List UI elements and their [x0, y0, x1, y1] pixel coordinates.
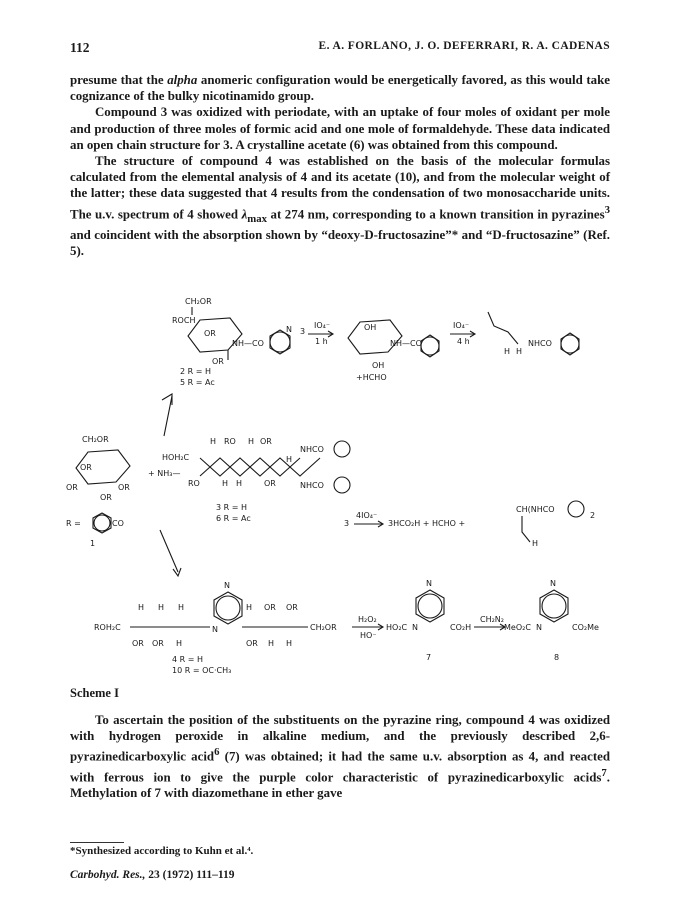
- compound-4-structure: [94, 581, 337, 675]
- nhco-label-4: NHCO: [300, 445, 324, 454]
- pyrazine-n-bottom: N: [212, 625, 218, 634]
- or-label: OR: [204, 329, 216, 338]
- ch2n2-label: CH₂N₂: [480, 615, 504, 624]
- periodate-arrow-2: [450, 321, 475, 346]
- reagent-count: 3: [300, 327, 306, 336]
- compound-2-label: 2 R = H: [180, 367, 211, 376]
- meo2c-label: MeO₂C: [504, 623, 531, 632]
- h-top-4: H: [246, 603, 253, 612]
- periodate-arrow-1: [300, 321, 333, 346]
- intermediate-structure: [348, 320, 439, 382]
- arrow-3-to-4: [160, 530, 178, 572]
- n-label-8b: N: [536, 623, 542, 632]
- co2h-label: CO₂H: [450, 623, 472, 632]
- h-bottom-3: H: [286, 639, 293, 648]
- journal-volume: 23 (1972) 111–119: [148, 869, 235, 881]
- diazomethane-arrow: [474, 615, 505, 630]
- h-label-6: H: [236, 479, 243, 488]
- journal-citation: [70, 869, 235, 881]
- compound-7-structure: [386, 579, 471, 662]
- nhco-label-3: NHCO: [528, 339, 552, 348]
- journal-name: Carbohyd. Res.,: [70, 869, 146, 881]
- h-label-3: H: [210, 437, 217, 446]
- h-bottom-1: H: [176, 639, 183, 648]
- body-text-bottom: [70, 712, 610, 802]
- compound-8-structure: [504, 579, 599, 662]
- footnote: [70, 845, 253, 857]
- pyridine-n-label: N: [286, 325, 292, 334]
- io4-label: IO₄⁻: [314, 321, 331, 330]
- or-label-5: OR: [118, 483, 130, 492]
- roh2c-label: ROH₂C: [94, 623, 121, 632]
- compound-10-label: 10 R = OC·CH₃: [172, 666, 232, 675]
- ro-label: RO: [188, 479, 200, 488]
- chnhco-label: CH(NHCO: [516, 505, 555, 514]
- h2o2-label: H₂O₂: [358, 615, 377, 624]
- n-label-8a: N: [550, 579, 556, 588]
- ammonia-label: + NH₃—: [148, 469, 181, 478]
- page-number: 112: [70, 40, 90, 55]
- or-label-6: OR: [100, 493, 112, 502]
- body-text-top: [70, 72, 610, 259]
- aldehyde-product-structure: [488, 312, 579, 356]
- ch2or-label: CH₂OR: [185, 297, 212, 306]
- compound-1-label: 1: [90, 539, 96, 548]
- body-paragraph: Compound 3 was oxidized with periodate, with an uptake of four moles of oxidant per mole and production of three moles of formic acid and one mole of formaldehyde. These data indicated an open chain structure for 3. A crystalline acetate (6) was obtained from this compound.: [70, 105, 610, 152]
- time-1h: 1 h: [315, 337, 328, 346]
- compound-2-structure: [172, 297, 292, 387]
- h-top-2: H: [158, 603, 165, 612]
- or-label-3: OR: [80, 463, 92, 472]
- h-top-1: H: [138, 603, 145, 612]
- h-top-3: H: [178, 603, 185, 612]
- compound-3-structure: [162, 437, 350, 523]
- or-label-7: OR: [260, 437, 272, 446]
- subscript-2: 2: [590, 511, 596, 520]
- arrow-2-to-3: [164, 396, 172, 436]
- page-header: [70, 40, 610, 58]
- co2me-label: CO₂Me: [572, 623, 599, 632]
- or-top-2: OR: [286, 603, 298, 612]
- time-4h: 4 h: [457, 337, 470, 346]
- h-label-7: H: [532, 539, 539, 548]
- co-label: CO: [112, 519, 124, 528]
- h-label-4: H: [248, 437, 255, 446]
- periodate-cleavage-reaction: [344, 501, 595, 548]
- h-label: H: [504, 347, 511, 356]
- reactant-3-label: 3: [344, 519, 350, 528]
- ch2or-label-2: CH₂OR: [82, 435, 109, 444]
- nhco-label-2: NH—CO: [390, 339, 422, 348]
- n-label-7b: N: [412, 623, 418, 632]
- r-definition: R =: [66, 519, 81, 528]
- pyrazine-n-top: N: [224, 581, 230, 590]
- or-label-4: OR: [66, 483, 78, 492]
- h-label-2: H: [516, 347, 523, 356]
- compound-4-label: 4 R = H: [172, 655, 203, 664]
- roch-label: ROCH: [172, 316, 196, 325]
- nhco-label: NH—CO: [232, 339, 264, 348]
- ch2or-end-label: CH₂OR: [310, 623, 337, 632]
- io4-label-2: IO₄⁻: [453, 321, 470, 330]
- ho-label: HO⁻: [360, 631, 377, 640]
- compound-3-label: 3 R = H: [216, 503, 247, 512]
- ho2c-label: HO₂C: [386, 623, 408, 632]
- compound-1-structure: [66, 435, 180, 548]
- compound-6-label: 6 R = Ac: [216, 514, 251, 523]
- running-head-authors: E. A. FORLANO, J. O. DEFERRARI, R. A. CADENAS: [318, 40, 610, 52]
- or-bottom-2: OR: [152, 639, 164, 648]
- footnote-rule: [70, 842, 124, 843]
- nhco-label-5: NHCO: [300, 481, 324, 490]
- h-label-5: H: [222, 479, 229, 488]
- hoh2c-label: HOH₂C: [162, 453, 190, 462]
- or-top-1: OR: [264, 603, 276, 612]
- products-label: 3HCO₂H + HCHO +: [388, 519, 466, 528]
- or-bottom-1: OR: [132, 639, 144, 648]
- compound-5-label: 5 R = Ac: [180, 378, 215, 387]
- io4-4-label: 4IO₄⁻: [356, 511, 378, 520]
- ch-label: H: [286, 455, 293, 464]
- oh-label: OH: [364, 323, 377, 332]
- compound-7-label: 7: [426, 653, 432, 662]
- peroxide-arrow: [352, 615, 383, 640]
- n-label-7a: N: [426, 579, 432, 588]
- h-bottom-2: H: [268, 639, 275, 648]
- or-bottom-3: OR: [246, 639, 258, 648]
- scheme-caption: Scheme I: [70, 686, 119, 700]
- or-label-8: OR: [264, 479, 276, 488]
- ro-label-2: RO: [224, 437, 236, 446]
- oh-label-2: OH: [372, 361, 385, 370]
- body-paragraph: presume that the alpha anomeric configuration would be energetically favored, as this would take cognizance of the bulky nicotinamido group.: [70, 73, 610, 104]
- compound-8-label: 8: [554, 653, 560, 662]
- body-paragraph: The structure of compound 4 was established on the basis of the molecular formulas calculated from the elemental analysis of 4 and its acetate (10), and from the molecular weight of the latter; these data suggested that 4 results from the condensation of two monosaccharide units. The u.v. spectrum of 4 showed $\lambda_{max}$ at 274 nm, corresponding to a known transition in pyrazines$^3$ and coincident with the absorption shown by “deoxy-D-fructosazine”* and “D-fructosazine” (Ref. 5).: [70, 154, 611, 258]
- hcho-label: +HCHO: [356, 373, 387, 382]
- footnote-text: *Synthesized according to Kuhn et al.⁴.: [70, 845, 254, 857]
- body-paragraph: To ascertain the position of the substituents on the pyrazine ring, compound 4 was oxidized with hydrogen peroxide in alkaline medium, and the previously described 2,6-pyrazinedicarboxylic acid$^6$ (7) was obtained; it had the same u.v. absorption as 4, and reacted with ferrous ion to give the purple color characteristic of pyrazinedicarboxylic acids$^7$. Methylation of 7 with diazomethane in ether gave: [70, 713, 611, 801]
- scheme-i-diagram: [60, 290, 620, 680]
- or-label-2: OR: [212, 357, 224, 366]
